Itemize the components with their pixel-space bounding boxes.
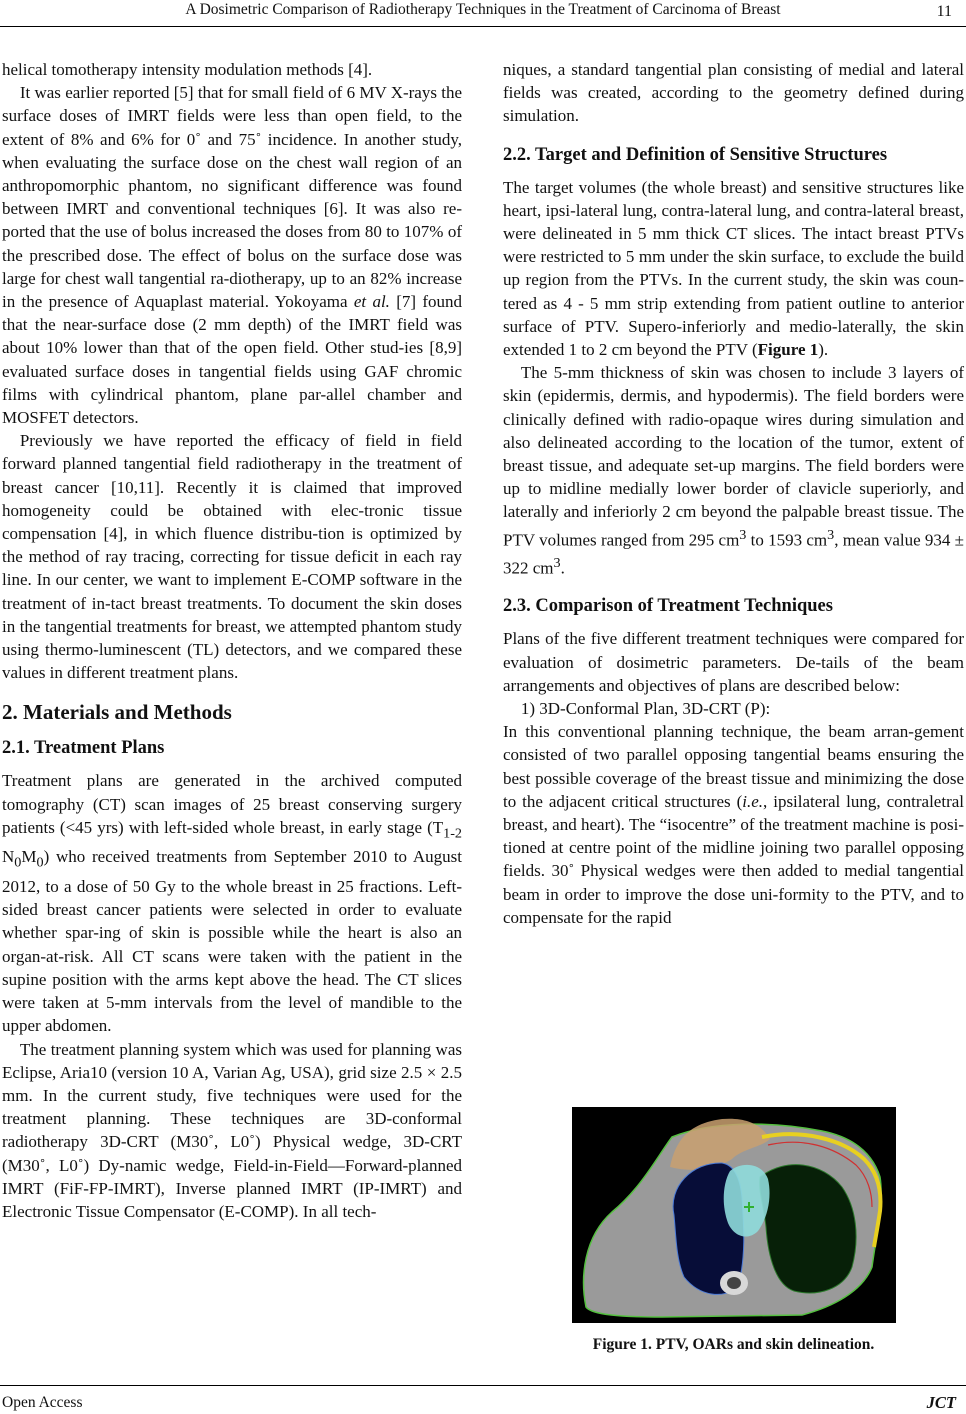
text-run: In this conventional planning technique, the beam arran-gement consisted of two parallel opposing tangential beams ensuring the best possible coverage of the breast tissue and minimizing the dose to the adjacent critical structures ( xyxy=(503,722,964,811)
paragraph: helical tomotherapy intensity modulation methods [4]. xyxy=(2,60,373,79)
text-run: N xyxy=(2,847,15,867)
text-run: The target volumes (the whole breast) and sensitive structures like heart, ipsi-lateral lung, contra-lateral lung, and contra-lateral breast, were delineated in 5 mm thick CT slices. The intact breast PTVs were restricted to 5 mm under the skin surface, to exclude the build up region from the PTVs. In the current study, the skin was coun-tered as 4 - 5 mm strip extending from patient outline to anterior surface of PTV. Supero-inferiorly and medio-laterally, the skin extended 1 to 2 cm beyond the PTV ( xyxy=(503,177,964,360)
text-run: It was earlier reported [5] that for small field of 6 MV X-rays the surface doses of IMRT fields were less than open field, to the extent of 8% and 6% for 0˚ and 75˚ incidence. In another study, when evaluating the surface dose on the chest wall region of an anthropomorphic phantom, no significant difference was found between IMRT and conventional techniques [6]. It was also re-ported that the use of bolus increased the doses from 80 to 107% of the prescribed dose. The effect of bolus on the surface dose was large for chest wall tangential ra-diotherapy, up to an 82% increase in the presence of Aquaplast material. Yokoyama xyxy=(2,83,462,312)
paragraph xyxy=(503,176,964,362)
running-title: A Dosimetric Comparison of Radiotherapy Techniques in the Treatment of Carcinoma of Breast xyxy=(185,1,781,18)
text-run: to 1593 cm xyxy=(746,530,828,550)
left-column xyxy=(2,58,462,1223)
running-header xyxy=(0,0,966,24)
italic-text: et al. xyxy=(353,292,390,312)
right-column xyxy=(503,58,964,929)
footer-open-access: Open Access xyxy=(2,1394,83,1411)
paragraph xyxy=(503,361,964,579)
superscript: 3 xyxy=(739,526,747,543)
section-heading: 2. Materials and Methods xyxy=(2,700,232,725)
paragraph: Previously we have reported the efficacy of field in field forward planned tangential field radiotherapy in the treatment of breast cancer [10,11]. Recently it is claimed that improved homogeneity could be obtained with elec-tronic tissue compensation [4], in which fluence distribu-tion is optimized by the method of ray tracing, correcting for tissue deficit in each ray line. In our center, we want to implement E-COMP software in the treatment of in-tact breast treatments. To document the skin doses in the tangential treatments for breast, we attempted phantom study using thermo-luminescent (TL) detectors, and we compared these values in different treatment plans. xyxy=(2,431,462,683)
text-run: , ipsilateral lung, contraletral breast, and heart). The “isocentre” of the treatment machine is posi-tioned at centre point of the midline joining two parallel opposing fields. 30˚ Physical wedges were then added to medial tangential beam in order to improve the dose uni-formity to the PTV, and to compensate for the rapid xyxy=(503,791,964,927)
paragraph: niques, a standard tangential plan consisting of medial and lateral fields was created, according to the geometry defined during simulation. xyxy=(503,60,964,126)
text-run: . xyxy=(560,558,565,578)
figure-reference: Figure 1 xyxy=(757,340,819,360)
text-run: , mean value 934 ± 322 cm xyxy=(503,530,964,578)
ct-delineation-figure xyxy=(572,1107,896,1323)
footer-rule xyxy=(0,1385,966,1386)
subsection-heading: 2.1. Treatment Plans xyxy=(2,738,165,759)
italic-text: i.e. xyxy=(742,791,764,811)
subsection-heading: 2.2. Target and Definition of Sensitive Structures xyxy=(503,144,888,165)
subscript: 1-2 xyxy=(443,825,462,842)
ct-scan-image xyxy=(572,1107,896,1323)
subsection-heading: 2.3. Comparison of Treatment Techniques xyxy=(503,596,833,617)
footer-journal: JCT xyxy=(926,1393,956,1412)
header-rule xyxy=(0,26,966,27)
subscript: 0 xyxy=(36,854,44,871)
list-item: 1) 3D-Conformal Plan, 3D-CRT (P): xyxy=(520,698,771,718)
text-run: ) who received treatments from September 2010 to August 2012, to a dose of 50 Gy to the whole breast in 25 fractions. Left-sided breast cancer patients were selected in order to evaluate whether spar-ing of skin is possible while the heart is also an organ-at-risk. All CT scans were taken with the patient in the supine position with the arms kept above the head. The CT slices were taken at 5-mm intervals from the level of mandible to the upper abdomen. xyxy=(2,847,462,1036)
paragraph: The treatment planning system which was used for planning was Eclipse, Aria10 (version 10 A, Varian Ag, USA), grid size 2.5 × 2.5 mm. In the current study, five techniques were used for the treatment planning. These techniques are 3D-conformal radiotherapy 3D-CRT (M30˚, L0˚) Physical wedge, 3D-CRT (M30˚, L0˚) Dy-namic wedge, Field-in-Field—Forward-planned IMRT (FiF-FP-IMRT), Inverse planned IMRT (IP-IMRT) and Electronic Tissue Compensator (E-COMP). In all tech- xyxy=(2,1039,462,1221)
text-run: Treatment plans are generated in the archived computed tomography (CT) scan images of 25 breast conserving surgery patients (<45 yrs) with left-sided whole breast, in early stage (T xyxy=(2,771,462,837)
subscript: 0 xyxy=(14,854,22,871)
superscript: 3 xyxy=(827,526,835,543)
page-number: 11 xyxy=(936,3,952,20)
figure-caption: Figure 1. PTV, OARs and skin delineation. xyxy=(592,1336,875,1353)
text-run: [7] found that the near-surface dose (2 mm depth) of the IMRT field was about 10% lower than that of the open field. Other stud-ies [8,9] evaluated surface doses in tangential fields using GAF chromic films with cylindrical phantom, plane par-allel chamber and MOSFET detectors. xyxy=(2,292,462,428)
paragraph xyxy=(2,769,462,1037)
text-run: The 5-mm thickness of skin was chosen to include 3 layers of skin (epidermis, dermis, and hypodermis). The field borders were clinically defined with radio-opaque wires during simulation and also delineated according to the location of the tumor, extent of breast tissue, and adequate set-up margins. The field borders were up to midline medially lower border of clavicle superiorly, and laterally and inferiorly 2 cm beyond the palpable breast tissue. The PTV volumes ranged from 295 cm xyxy=(503,363,964,550)
paragraph xyxy=(2,81,462,429)
paragraph xyxy=(503,720,964,929)
text-run: M xyxy=(21,847,37,867)
superscript: 3 xyxy=(553,554,561,571)
paragraph: Plans of the five different treatment techniques were compared for evaluation of dosimetric parameters. De-tails of the beam arrangements and objectives of plans are described below: xyxy=(503,629,964,695)
text-run: ). xyxy=(818,340,829,360)
